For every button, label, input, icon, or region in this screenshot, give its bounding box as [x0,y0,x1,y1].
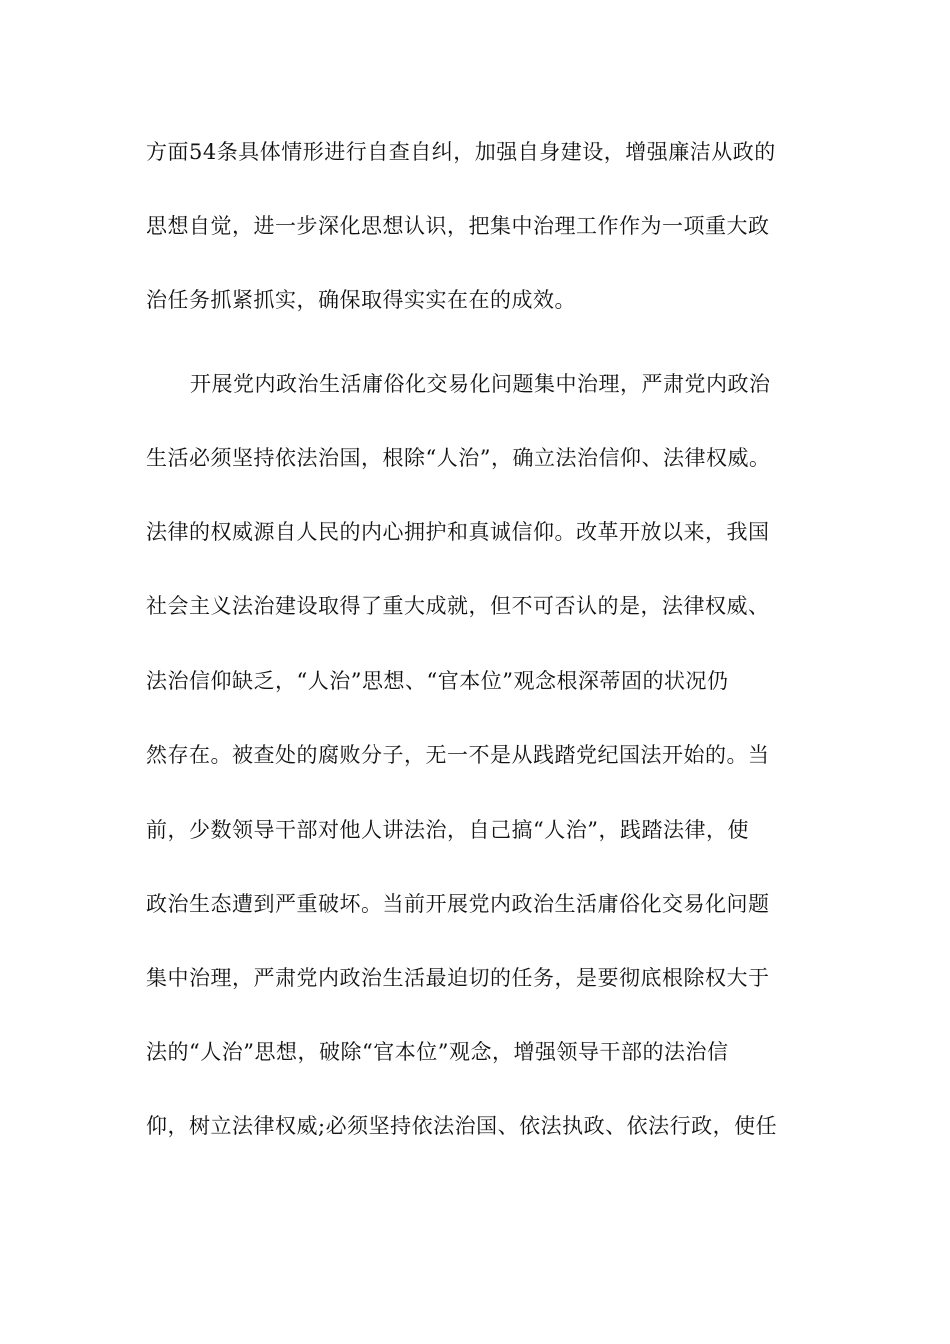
text-line: 方面54条具体情形进行自查自纠，加强自身建设，增强廉洁从政的 [146,140,776,164]
text-line: 法治信仰缺乏，“人治”思想、“官本位”观念根深蒂固的状况仍 [146,669,729,693]
text-line: 法律的权威源自人民的内心拥护和真诚信仰。改革开放以来，我国 [146,520,770,544]
text-line: 政治生态遭到严重破坏。当前开展党内政治生活庸俗化交易化问题 [146,892,770,916]
text-line: 开展党内政治生活庸俗化交易化问题集中治理，严肃党内政治 [190,372,771,396]
text-line: 社会主义法治建设取得了重大成就，但不可否认的是，法律权威、 [146,594,770,618]
text-line: 集中治理，严肃党内政治生活最迫切的任务，是要彻底根除权大于 [146,966,770,990]
text-line: 治任务抓紧抓实，确保取得实实在在的成效。 [146,288,576,312]
text-line: 然存在。被查处的腐败分子，无一不是从践踏党纪国法开始的。当 [146,743,770,767]
text-line: 思想自觉，进一步深化思想认识，把集中治理工作作为一项重大政 [146,214,770,238]
text-line: 生活必须坚持依法治国，根除“人治”，确立法治信仰、法律权威。 [146,446,771,470]
text-line: 法的“人治”思想，破除“官本位”观念，增强领导干部的法治信 [146,1040,729,1064]
text-line: 仰，树立法律权威;必须坚持依法治国、依法执政、依法行政，使任 [146,1114,778,1138]
text-line: 前，少数领导干部对他人讲法治，自己搞“人治”，践踏法律，使 [146,818,749,842]
